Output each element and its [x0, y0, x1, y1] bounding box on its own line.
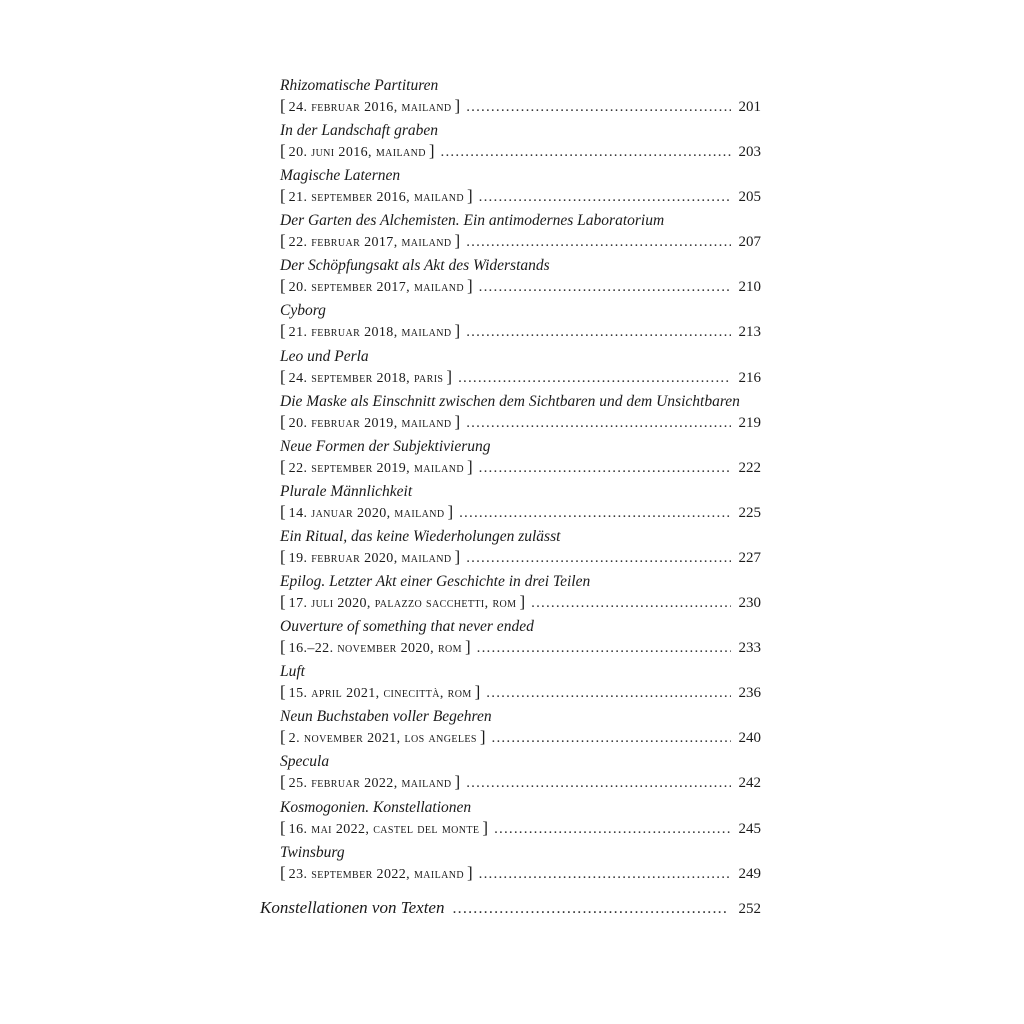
- close-bracket: ]: [464, 637, 471, 657]
- dot-leader: [441, 142, 731, 162]
- entry-title: Der Garten des Alchemisten. Ein antimodernes Laboratorium: [280, 212, 665, 230]
- toc-entry: [280, 843, 761, 888]
- dot-leader: [466, 773, 731, 793]
- dot-leader: [466, 413, 731, 433]
- entry-page-number: 216: [738, 369, 761, 386]
- toc-entry: [280, 211, 761, 256]
- entry-date-place: 16.–22. november 2020, rom: [288, 641, 462, 657]
- dot-leader: [492, 728, 731, 748]
- entry-page-number: 240: [738, 730, 761, 747]
- entry-title: Epilog. Letzter Akt einer Geschichte in drei Teilen: [280, 573, 591, 591]
- open-bracket: [: [280, 862, 286, 882]
- dot-leader: [477, 638, 731, 658]
- close-bracket: ]: [466, 276, 473, 296]
- toc-entry: [280, 121, 761, 166]
- entry-page-number: 205: [738, 189, 761, 206]
- entry-meta-line: [280, 592, 761, 614]
- open-bracket: [: [280, 231, 286, 251]
- entry-meta-line: [280, 96, 761, 118]
- toc-entry: [280, 617, 761, 662]
- entry-meta-line: [280, 818, 761, 840]
- entry-page-number: 236: [738, 685, 761, 702]
- dot-leader: [479, 458, 731, 478]
- close-bracket: ]: [454, 772, 461, 792]
- open-bracket: [: [280, 546, 286, 566]
- open-bracket: [: [280, 727, 286, 747]
- dot-leader: [466, 548, 731, 568]
- entry-page-number: 213: [738, 324, 761, 341]
- entry-title: Leo und Perla: [280, 347, 369, 365]
- dot-leader: [466, 97, 731, 117]
- close-bracket: ]: [454, 231, 461, 251]
- toc-entry: [280, 76, 761, 121]
- close-bracket: ]: [479, 727, 486, 747]
- toc-entry: [280, 752, 761, 797]
- entry-meta-line: [280, 682, 761, 704]
- open-bracket: [: [280, 321, 286, 341]
- entry-date-place: 22. september 2019, mailand: [288, 460, 464, 476]
- entry-meta-line: [280, 367, 761, 389]
- entry-date-place: 22. februar 2017, mailand: [288, 235, 452, 251]
- entry-title: Twinsburg: [280, 843, 345, 861]
- entry-meta-line: [280, 186, 761, 208]
- dot-leader: [494, 819, 731, 839]
- dot-leader: [458, 368, 731, 388]
- entry-meta-line: [280, 502, 761, 524]
- entry-title: Luft: [280, 663, 305, 681]
- open-bracket: [: [280, 186, 286, 206]
- open-bracket: [: [280, 817, 286, 837]
- entry-title: Plurale Männlichkeit: [280, 482, 413, 500]
- toc-entry: [280, 572, 761, 617]
- entry-meta-line: [280, 637, 761, 659]
- entry-meta-line: [280, 727, 761, 749]
- entry-date-place: 23. september 2022, mailand: [288, 866, 464, 882]
- entry-date-place: 17. juli 2020, palazzo sacchetti, rom: [288, 596, 517, 612]
- entry-page-number: 245: [738, 820, 761, 837]
- dot-leader: [452, 900, 729, 918]
- close-bracket: ]: [447, 501, 454, 521]
- open-bracket: [: [280, 592, 286, 612]
- entry-date-place: 20. september 2017, mailand: [288, 280, 464, 296]
- entry-title: Rhizomatische Partituren: [280, 77, 439, 94]
- entry-meta-line: [280, 547, 761, 569]
- entry-page-number: 207: [738, 234, 761, 251]
- entry-page-number: 203: [738, 144, 761, 161]
- dot-leader: [479, 187, 731, 207]
- close-bracket: ]: [454, 321, 461, 341]
- entry-date-place: 25. februar 2022, mailand: [288, 776, 452, 792]
- dot-leader: [479, 864, 731, 884]
- entry-date-place: 15. april 2021, cinecittà, rom: [288, 686, 472, 702]
- toc-entry: [280, 662, 761, 707]
- close-bracket: ]: [474, 682, 481, 702]
- entry-meta-line: [280, 141, 761, 163]
- toc-entry: [280, 527, 761, 572]
- entry-page-number: 201: [738, 99, 761, 115]
- entry-page-number: 233: [738, 640, 761, 657]
- entry-page-number: 222: [738, 459, 761, 476]
- entry-date-place: 19. februar 2020, mailand: [288, 550, 452, 566]
- open-bracket: [: [280, 96, 286, 115]
- open-bracket: [: [280, 366, 286, 386]
- entry-date-place: 21. september 2016, mailand: [288, 190, 464, 206]
- entry-title: Neun Buchstaben voller Begehren: [280, 708, 492, 726]
- open-bracket: [: [280, 772, 286, 792]
- toc-entry: [280, 347, 761, 392]
- open-bracket: [: [280, 637, 286, 657]
- open-bracket: [: [280, 141, 286, 161]
- open-bracket: [: [280, 456, 286, 476]
- entry-meta-line: [280, 863, 761, 885]
- entry-date-place: 16. mai 2022, castel del monte: [288, 821, 480, 837]
- toc-entry: [280, 798, 761, 843]
- toc-entry: [280, 482, 761, 527]
- entry-page-number: 230: [738, 595, 761, 612]
- section-title: Konstellationen von Texten: [260, 898, 445, 917]
- entry-meta-line: [280, 276, 761, 298]
- entry-date-place: 24. februar 2016, mailand: [288, 100, 452, 115]
- entry-page-number: 219: [738, 414, 761, 431]
- close-bracket: ]: [466, 862, 473, 882]
- dot-leader: [486, 683, 731, 703]
- entry-title: Specula: [280, 753, 330, 771]
- entry-page-number: 225: [738, 504, 761, 521]
- close-bracket: ]: [482, 817, 489, 837]
- entry-page-number: 249: [738, 865, 761, 882]
- close-bracket: ]: [454, 411, 461, 431]
- entry-title: Die Maske als Einschnitt zwischen dem Sichtbaren und dem Unsichtbaren: [280, 392, 740, 410]
- close-bracket: ]: [446, 366, 453, 386]
- entry-meta-line: [280, 321, 761, 343]
- entry-title: Neue Formen der Subjektivierung: [280, 437, 491, 455]
- toc-entry: [280, 392, 761, 437]
- toc-entry: [280, 256, 761, 301]
- toc-entry: [280, 707, 761, 752]
- entry-meta-line: [280, 412, 761, 434]
- entry-date-place: 2. november 2021, los angeles: [288, 731, 477, 747]
- entry-meta-line: [280, 772, 761, 794]
- dot-leader: [466, 322, 731, 342]
- toc-section-entry: [260, 898, 761, 918]
- close-bracket: ]: [428, 141, 435, 161]
- dot-leader: [466, 232, 731, 252]
- close-bracket: ]: [466, 456, 473, 476]
- entry-date-place: 14. januar 2020, mailand: [288, 505, 445, 521]
- table-of-contents: [280, 76, 761, 888]
- entry-date-place: 20. juni 2016, mailand: [288, 145, 426, 161]
- entry-title: Ouverture of something that never ended: [280, 618, 534, 636]
- dot-leader: [479, 277, 731, 297]
- entry-title: Der Schöpfungsakt als Akt des Widerstands: [280, 257, 550, 275]
- entry-title: Magische Laternen: [280, 167, 401, 185]
- entry-page-number: 242: [738, 775, 761, 792]
- entry-date-place: 20. februar 2019, mailand: [288, 415, 452, 431]
- entry-page-number: 210: [738, 279, 761, 296]
- toc-entry: [280, 301, 761, 346]
- close-bracket: ]: [466, 186, 473, 206]
- entry-page-number: 227: [738, 549, 761, 566]
- entry-meta-line: [280, 457, 761, 479]
- open-bracket: [: [280, 501, 286, 521]
- dot-leader: [459, 503, 731, 523]
- open-bracket: [: [280, 411, 286, 431]
- close-bracket: ]: [454, 546, 461, 566]
- dot-leader: [531, 593, 731, 613]
- open-bracket: [: [280, 276, 286, 296]
- entry-title: Ein Ritual, das keine Wiederholungen zulässt: [280, 527, 561, 545]
- section-page-number: 252: [738, 901, 761, 917]
- close-bracket: ]: [454, 96, 461, 115]
- entry-title: Cyborg: [280, 302, 326, 320]
- entry-meta-line: [280, 231, 761, 253]
- entry-date-place: 21. februar 2018, mailand: [288, 325, 452, 341]
- open-bracket: [: [280, 682, 286, 702]
- entry-title: In der Landschaft graben: [280, 122, 439, 140]
- entry-title: Kosmogonien. Konstellationen: [280, 798, 472, 816]
- toc-entry: [280, 166, 761, 211]
- toc-entry: [280, 437, 761, 482]
- entry-date-place: 24. september 2018, paris: [288, 370, 444, 386]
- close-bracket: ]: [519, 592, 526, 612]
